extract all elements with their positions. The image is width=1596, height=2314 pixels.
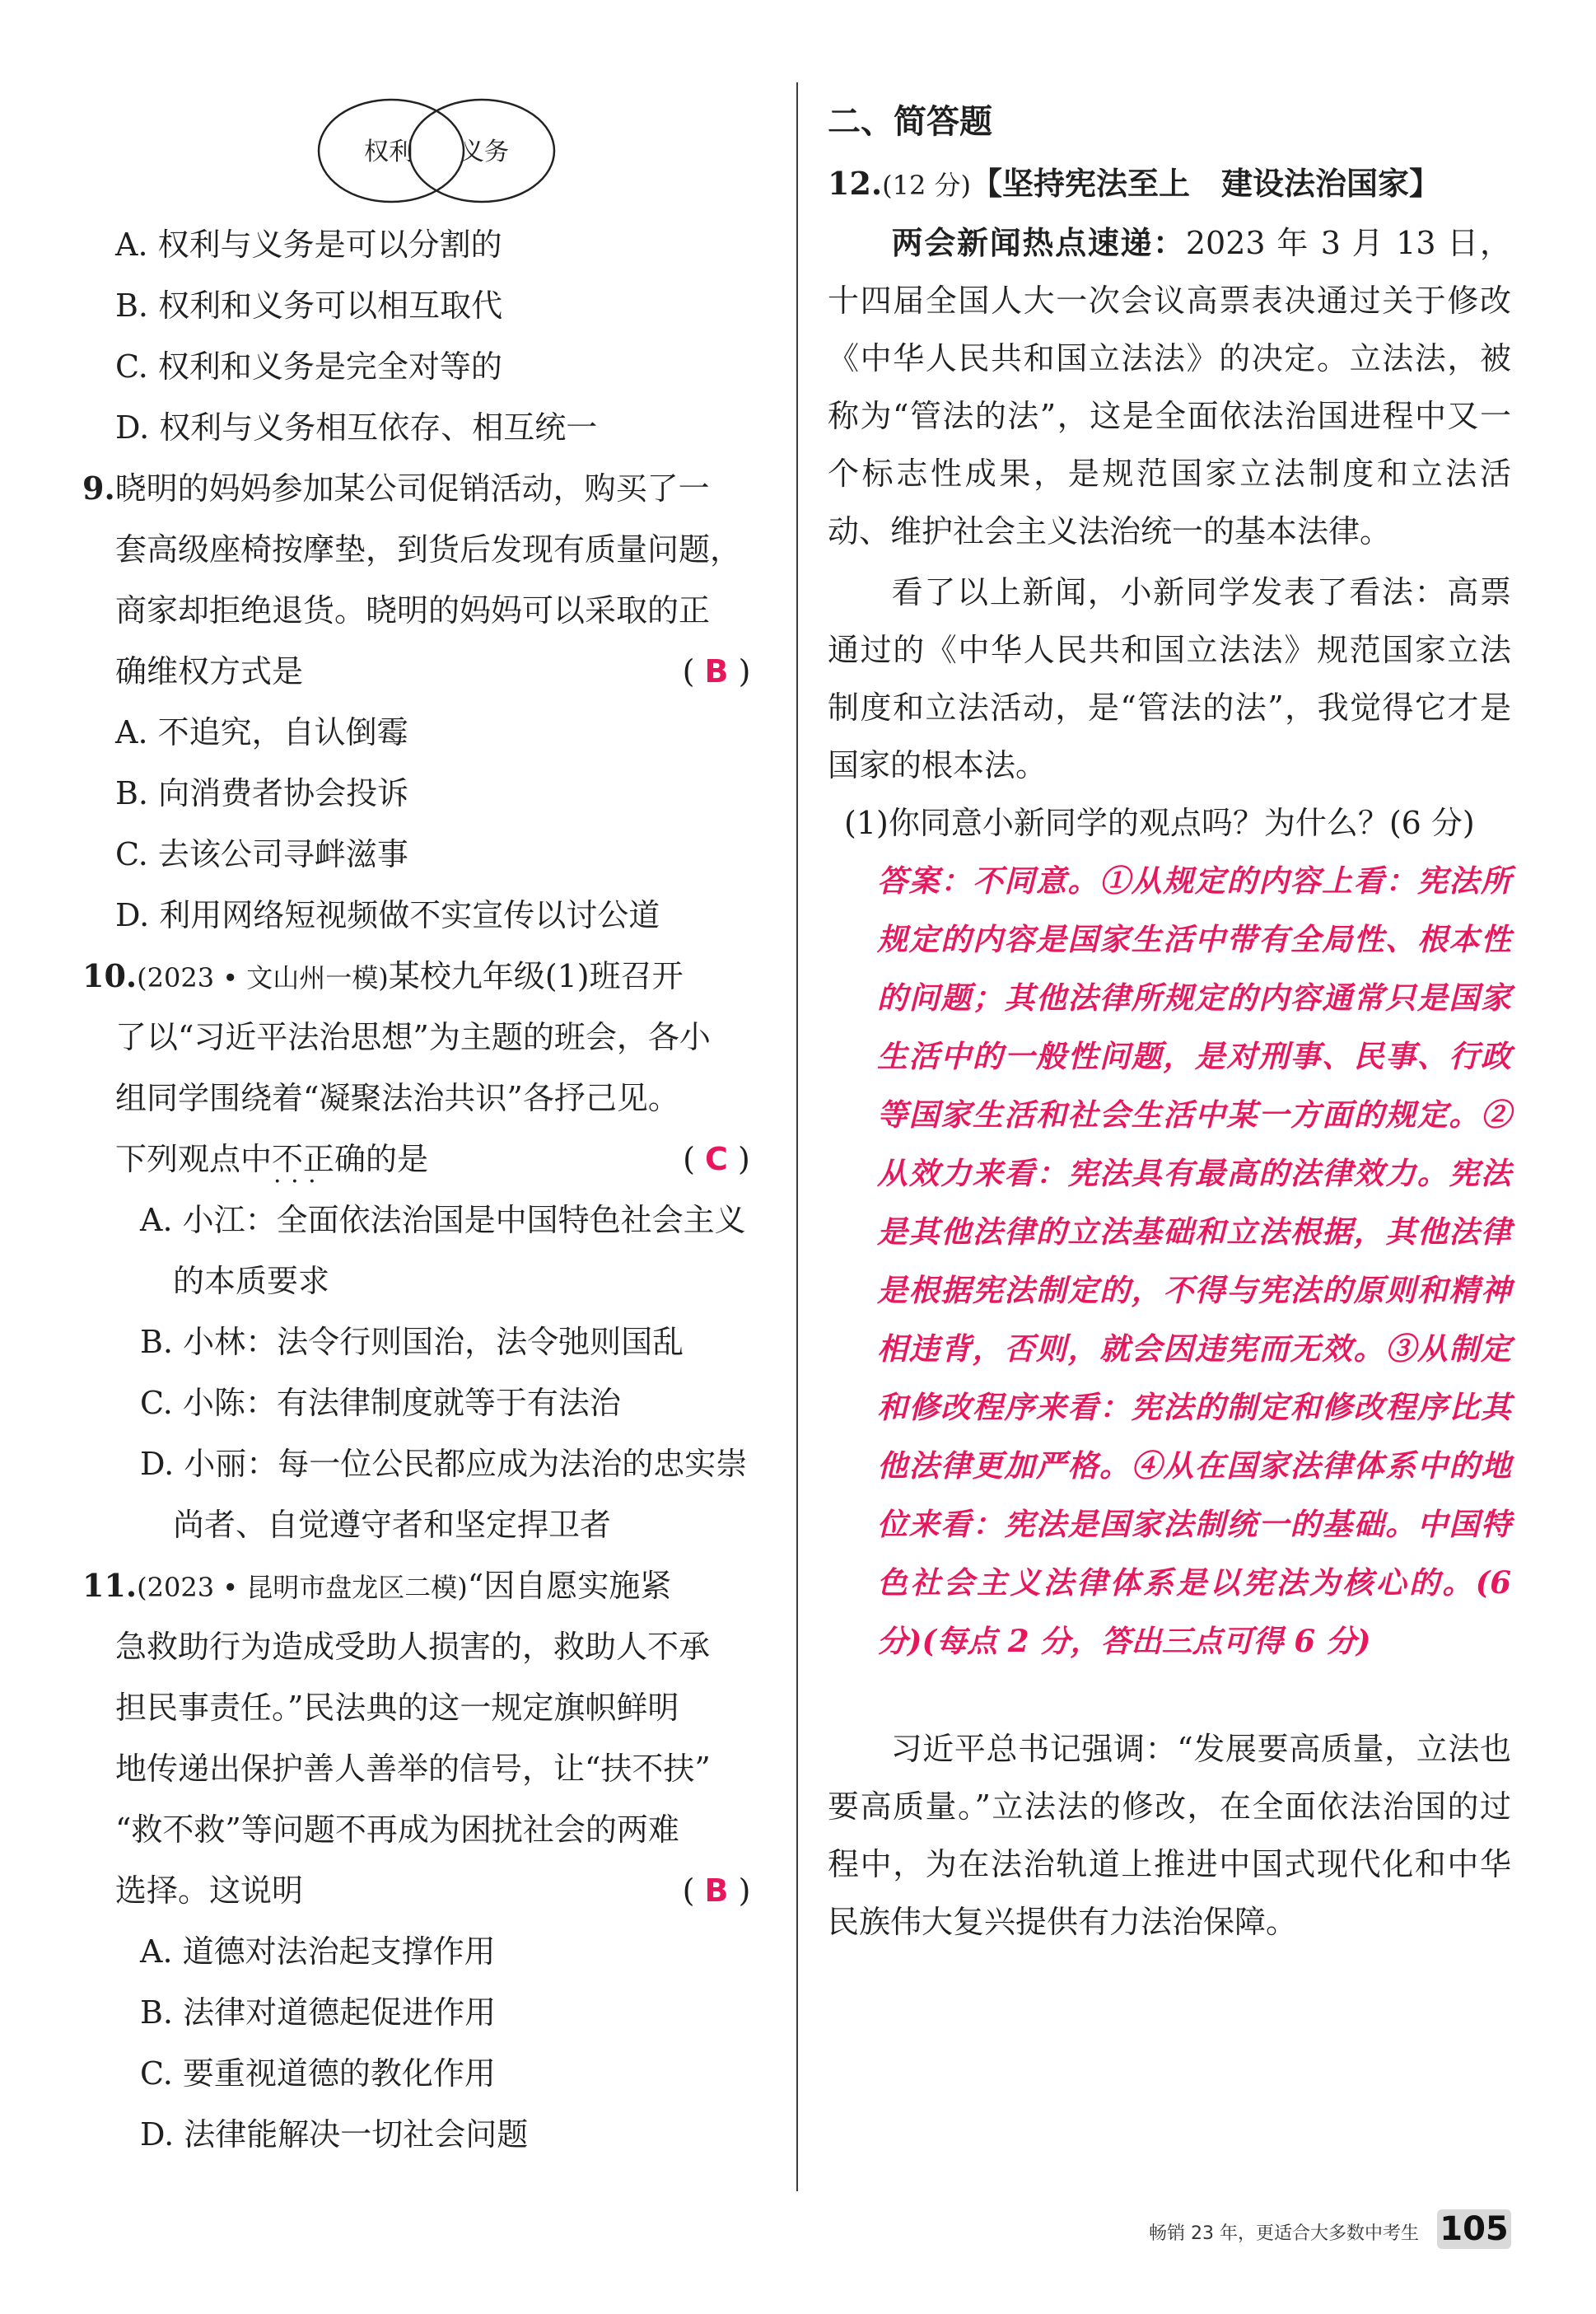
section-title: 二、简答题	[828, 103, 992, 141]
q12-closing-text: 习近平总书记强调：“发展要高质量，立法也要高质量。”立法法的修改，在全面依法治国的过程中，为在法治轨道上推进中国式现代化和中华民族伟大复兴提供有力法治保障。	[828, 1731, 1511, 1940]
q10-line-2: 了以“习近平法治思想”为主题的班会，各小	[115, 1019, 711, 1055]
column-divider	[796, 82, 798, 2191]
q10-option-d-cont: 尚者、自觉遵守者和坚定捍卫者	[173, 1507, 612, 1543]
q10-line-4	[82, 1129, 766, 1190]
q11-number: 11.	[82, 1567, 138, 1604]
q9-option-b: B. 向消费者协会投诉	[115, 775, 409, 811]
q12-topic: 【坚持宪法至上 建设法治国家】	[971, 166, 1441, 202]
venn-svg	[313, 91, 560, 211]
q9-text-1: 晓明的妈妈参加某公司促销活动，购买了一	[114, 470, 710, 507]
q11-line-4: 地传递出保护善人善举的信号，让“扶不扶”	[115, 1751, 711, 1787]
q12-sub1: (1)你同意小新同学的观点吗？为什么？(6 分)	[844, 805, 1475, 841]
q10-option-a-cont: 的本质要求	[173, 1263, 330, 1299]
q8-option-d: D. 权利与义务相互依存、相互统一	[115, 409, 598, 446]
q11-text-6: 选择。这说明	[115, 1872, 304, 1909]
q10-answer: C	[705, 1141, 728, 1177]
q9-line-2: 套高级座椅按摩垫，到货后发现有质量问题，	[115, 531, 742, 568]
venn-left-label: 权利	[364, 138, 413, 166]
q10-text-1: 某校九年级(1)班召开	[388, 958, 684, 994]
page-footer	[1149, 2209, 1511, 2252]
q8-option-b: B. 权利和义务可以相互取代	[115, 287, 503, 324]
q11-answer: B	[704, 1872, 729, 1909]
footer-slogan: 畅销 23 年，更适合大多数中考生	[1149, 2223, 1419, 2244]
q10-number: 10.	[82, 957, 138, 994]
q9-answer-bracket: ( B )	[682, 653, 751, 690]
q12-score: (12 分)	[882, 170, 971, 201]
q10-emphasis: 不正确 · · ·	[272, 1129, 366, 1190]
q12-header	[828, 153, 1511, 214]
q10-last-post: 的是	[366, 1141, 429, 1177]
q12-opinion-text: 看了以上新闻，小新同学发表了看法：高票通过的《中华人民共和国立法法》规范国家立法制度和立法活动，是“管法的法”，我觉得它才是国家的根本法。	[828, 574, 1511, 783]
q9-line-3: 商家却拒绝退货。晓明的妈妈可以采取的正	[115, 592, 711, 629]
left-column	[82, 91, 766, 2165]
q12-news-lead: 两会新闻热点速递：	[890, 225, 1186, 261]
q9-text-4: 确维权方式是	[115, 653, 304, 690]
q10-option-c: C. 小陈：有法律制度就等于有法治	[140, 1385, 621, 1421]
q11-option-c: C. 要重视道德的教化作用	[140, 2055, 496, 2092]
q12-answer1: 答案：不同意。①从规定的内容上看：宪法所规定的内容是国家生活中带有全局性、根本性的问题；其他法律所规定的内容通常只是国家生活中的一般性问题，是对刑事、民事、行政等国家生活和社会生活中某一方面的规定。②从效力来看：宪法具有最高的法律效力。宪法是其他法律的立法基础和立法根据，其他法律是根据宪法制定的，不得与宪法的原则和精神相违背，否则，就会因违宪而无效。③从制定和修改程序来看：宪法的制定和修改程序比其他法律更加严格。④从在国家法律体系中的地位来看：宪法是国家法制统一的基础。中国特色社会主义法律体系是以宪法为核心的。(6 分)(每点 2 分，答出三点可得 6 分)	[877, 862, 1511, 1659]
q11-option-a: A. 道德对法治起支撑作用	[140, 1933, 496, 1970]
q12-news	[828, 214, 1511, 560]
q11-line-2: 急救助行为造成受助人损害的，救助人不承	[115, 1629, 711, 1665]
q11-option-b: B. 法律对道德起促进作用	[140, 1994, 497, 2031]
q9-answer: B	[704, 653, 729, 690]
q10-option-d: D. 小丽：每一位公民都应成为法治的忠实崇	[140, 1446, 748, 1482]
q8-option-c: C. 权利和义务是完全对等的	[115, 348, 502, 385]
q11-line-3: 担民事责任。”民法典的这一规定旗帜鲜明	[115, 1690, 679, 1726]
q12-number: 12.	[828, 165, 883, 202]
q9-option-d: D. 利用网络短视频做不实宣传以讨公道	[115, 897, 660, 933]
venn-diagram	[82, 91, 766, 214]
q10-answer-bracket: ( C )	[683, 1141, 750, 1177]
q11-source: (2023 • 昆明市盘龙区二模)	[137, 1572, 468, 1603]
q10-last-pre: 下列观点中	[115, 1141, 273, 1177]
q9-option-c: C. 去该公司寻衅滋事	[115, 836, 408, 872]
q11-text-1: “因自愿实施紧	[467, 1568, 672, 1604]
q10-line-1	[82, 946, 766, 1007]
page-number: 105	[1437, 2209, 1511, 2249]
q10-option-a: A. 小江：全面依法治国是中国特色社会主义	[140, 1202, 746, 1238]
q12-opinion	[828, 563, 1511, 794]
q9-line-1	[82, 458, 766, 519]
q9-number: 9.	[82, 470, 115, 507]
q11-option-d: D. 法律能解决一切社会问题	[140, 2116, 529, 2153]
q10-source: (2023 • 文山州一模)	[137, 962, 389, 993]
q12-news-body: 2023 年 3 月 13 日，十四届全国人大一次会议高票表决通过关于修改《中华人民共和国立法法》的决定。立法法，被称为“管法的法”，这是全面依法治国进程中又一个标志性成果，是规范国家立法制度和立法活动、维护社会主义法治统一的基本法律。	[828, 225, 1511, 549]
venn-right-label: 义务	[460, 138, 509, 166]
q11-line-1	[82, 1555, 766, 1616]
q12-closing	[828, 1720, 1511, 1951]
q9-line-4	[82, 641, 766, 702]
right-column	[828, 91, 1511, 1951]
q8-option-a: A. 权利与义务是可以分割的	[115, 227, 502, 263]
q10-line-3: 组同学围绕着“凝聚法治共识”各抒己见。	[115, 1080, 679, 1116]
q11-line-6	[82, 1860, 766, 1921]
q10-option-b: B. 小林：法令行则国治，法令弛则国乱	[140, 1324, 684, 1360]
q11-line-5: “救不救”等问题不再成为困扰社会的两难	[115, 1811, 679, 1848]
q9-option-a: A. 不追究，自认倒霉	[115, 714, 408, 750]
q11-answer-bracket: ( B )	[682, 1872, 751, 1909]
